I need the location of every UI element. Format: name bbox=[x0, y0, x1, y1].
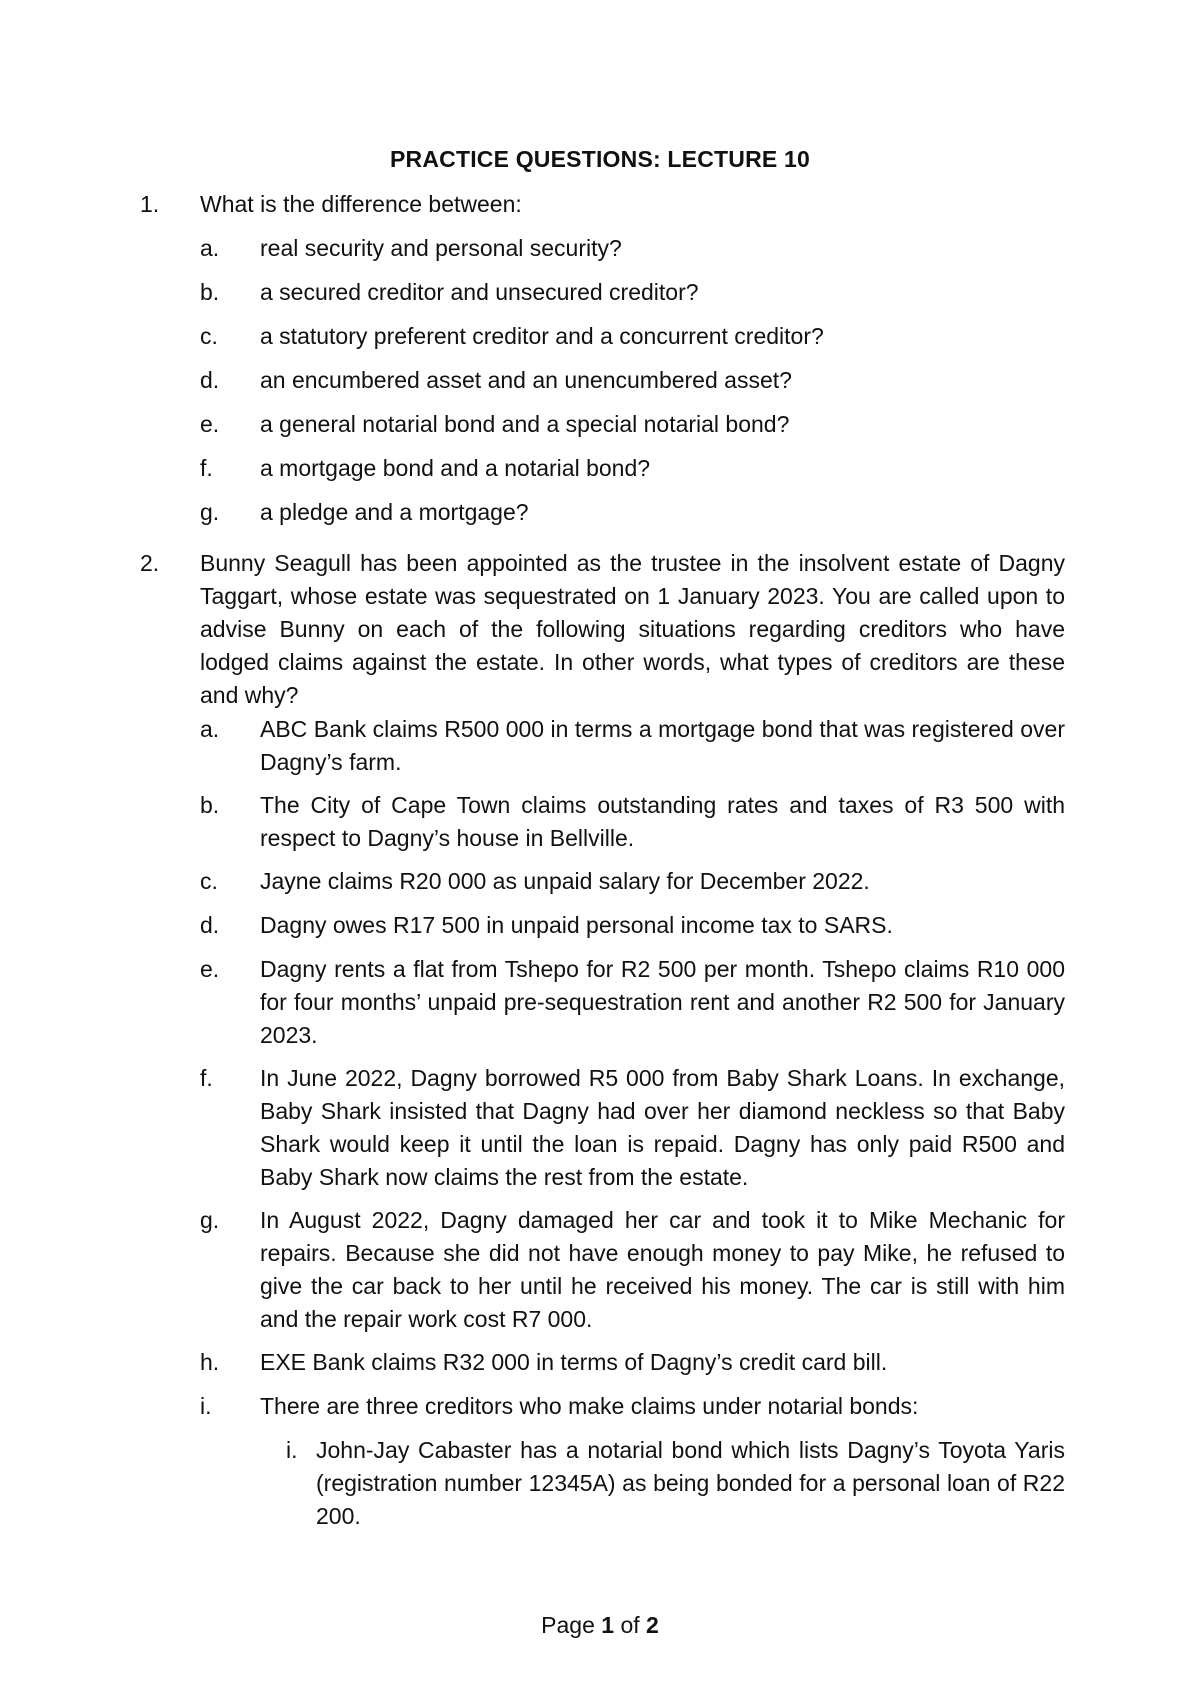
footer-page-word: Page bbox=[541, 1612, 595, 1638]
list-item-letter: d. bbox=[200, 367, 220, 393]
list-item-letter: a. bbox=[200, 716, 220, 742]
list-item: EXE Bank claims R32 000 in terms of Dagny’s credit card bill. bbox=[260, 1349, 888, 1375]
list-item-letter: c. bbox=[200, 323, 218, 349]
list-item-letter: h. bbox=[200, 1349, 220, 1375]
list-item: In August 2022, Dagny damaged her car and took it to Mike Mechanic for repairs. Because she did not have enough money to pay Mike, he refused to give the car back to her until he received his money. The car is still with him and the repair work cost R7 000. bbox=[260, 1207, 1065, 1332]
sub-list-item: John-Jay Cabaster has a notarial bond which lists Dagny’s Toyota Yaris (registration number 12345A) as being bonded for a personal loan of R22 200. bbox=[316, 1437, 1065, 1529]
list-item: a mortgage bond and a notarial bond? bbox=[260, 455, 651, 481]
list-item: There are three creditors who make claims under notarial bonds: bbox=[260, 1393, 919, 1419]
list-item: In June 2022, Dagny borrowed R5 000 from Baby Shark Loans. In exchange, Baby Shark insisted that Dagny had over her diamond neckless so that Baby Shark would keep it until the loan is repaid. Dagny has only paid R500 and Baby Shark now claims the rest from the estate. bbox=[260, 1065, 1065, 1190]
footer-page-total: 2 bbox=[646, 1612, 659, 1638]
list-item-letter: c. bbox=[200, 868, 218, 894]
list-item: Jayne claims R20 000 as unpaid salary for December 2022. bbox=[260, 868, 870, 894]
list-item-letter: b. bbox=[200, 279, 220, 305]
list-item-letter: b. bbox=[200, 792, 220, 818]
footer-page-number: 1 bbox=[601, 1612, 615, 1638]
question-number: 2. bbox=[140, 550, 160, 576]
sub-list-item-numeral: i. bbox=[286, 1437, 298, 1463]
list-item: an encumbered asset and an unencumbered asset? bbox=[260, 367, 792, 393]
list-item-letter: f. bbox=[200, 1065, 213, 1091]
footer-of-word: of bbox=[620, 1612, 640, 1638]
list-item: The City of Cape Town claims outstanding rates and taxes of R3 500 with respect to Dagny’s house in Bellville. bbox=[260, 792, 1065, 851]
list-item: a general notarial bond and a special notarial bond? bbox=[260, 411, 790, 437]
list-item-letter: i. bbox=[200, 1393, 212, 1419]
list-item: a statutory preferent creditor and a concurrent creditor? bbox=[260, 323, 824, 349]
list-item: a secured creditor and unsecured creditor? bbox=[260, 279, 699, 305]
list-item: Dagny owes R17 500 in unpaid personal income tax to SARS. bbox=[260, 912, 893, 938]
list-item: ABC Bank claims R500 000 in terms a mortgage bond that was registered over Dagny’s farm. bbox=[260, 716, 1065, 775]
list-item-letter: e. bbox=[200, 411, 220, 437]
list-item-letter: d. bbox=[200, 912, 220, 938]
list-item: real security and personal security? bbox=[260, 235, 622, 261]
question-number: 1. bbox=[140, 191, 160, 217]
list-item-letter: a. bbox=[200, 235, 220, 261]
list-item: a pledge and a mortgage? bbox=[260, 499, 529, 525]
list-item: Dagny rents a flat from Tshepo for R2 500 per month. Tshepo claims R10 000 for four months’ unpaid pre-sequestration rent and another R2 500 for January 2023. bbox=[260, 956, 1065, 1048]
list-item-letter: f. bbox=[200, 455, 213, 481]
question-2-intro: Bunny Seagull has been appointed as the trustee in the insolvent estate of Dagny Taggart, whose estate was sequestrated on 1 January 2023. You are called upon to advise Bunny on each of the following situations regarding creditors who have lodged claims against the estate. In other words, what types of creditors are these and why? bbox=[200, 550, 1065, 708]
page-title: PRACTICE QUESTIONS: LECTURE 10 bbox=[389, 146, 811, 172]
question-1-intro: What is the difference between: bbox=[200, 191, 522, 217]
list-item-letter: g. bbox=[200, 499, 220, 525]
list-item-letter: g. bbox=[200, 1207, 220, 1233]
list-item-letter: e. bbox=[200, 956, 220, 982]
page-footer bbox=[0, 1612, 1200, 1639]
